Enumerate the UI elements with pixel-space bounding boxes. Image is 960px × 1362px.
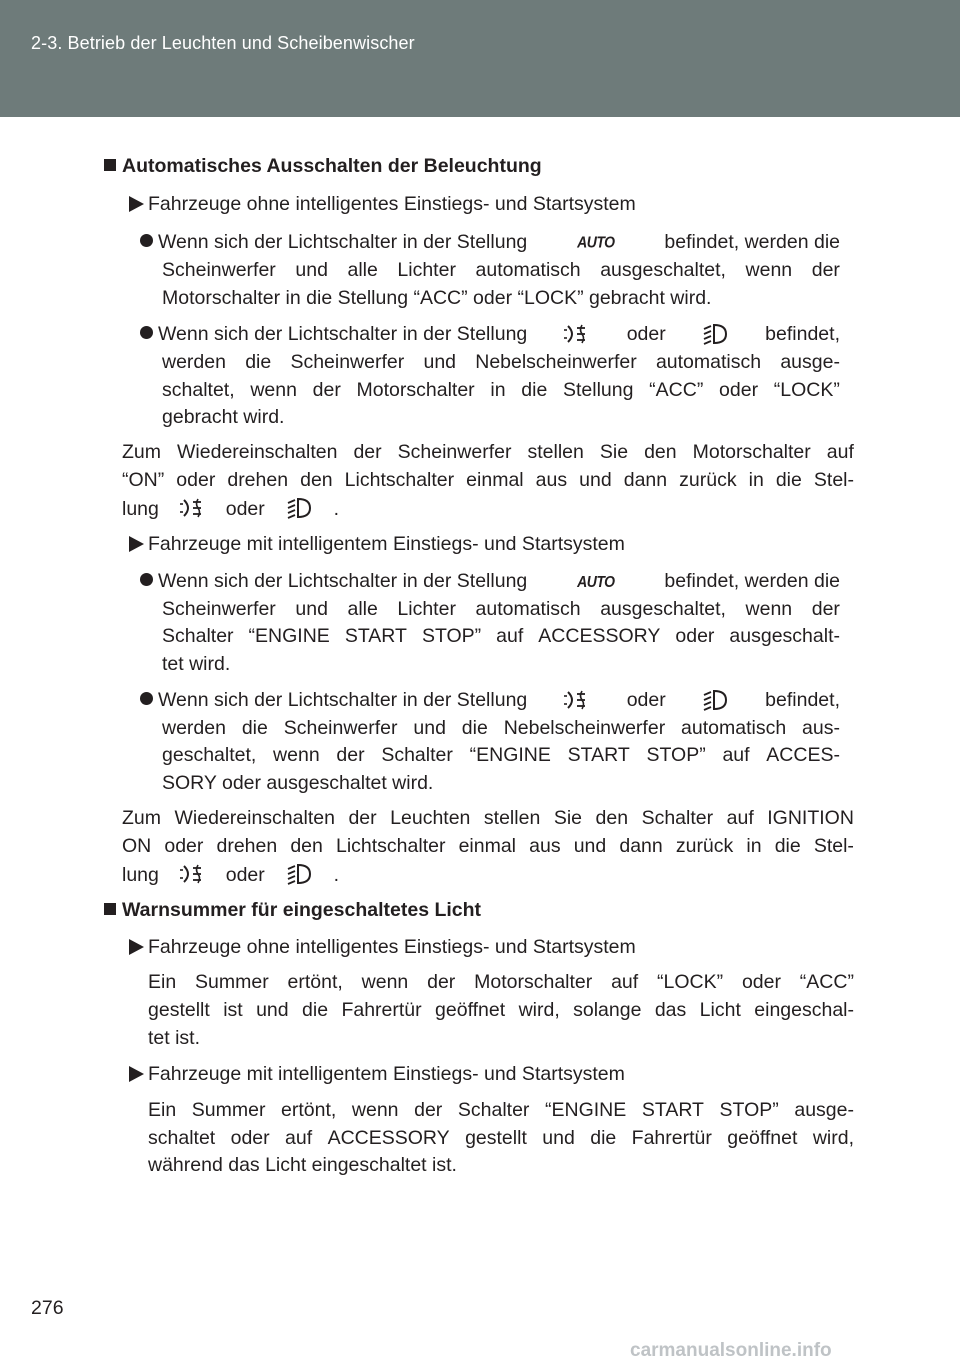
word: die bbox=[302, 999, 329, 1021]
word: STOP” bbox=[421, 625, 482, 647]
text-line bbox=[122, 806, 854, 830]
word: Ein bbox=[148, 971, 177, 993]
word: “LOCK” bbox=[657, 971, 724, 993]
text-segment: befindet, bbox=[765, 689, 840, 711]
justified-text bbox=[148, 970, 854, 994]
text-segment: Wenn sich der Lichtschalter in der Stellung bbox=[158, 570, 528, 592]
justified-text bbox=[162, 597, 840, 621]
word: und bbox=[295, 598, 328, 620]
text-segment: Wenn sich der Lichtschalter in der Stellung bbox=[158, 689, 528, 711]
word: dann bbox=[619, 835, 663, 857]
word: und bbox=[573, 835, 607, 857]
headlight-icon bbox=[702, 688, 728, 712]
triangle-bullet-icon bbox=[129, 196, 144, 212]
word: geöffnet bbox=[435, 999, 506, 1021]
word: alle bbox=[347, 259, 378, 281]
text-line bbox=[162, 716, 840, 740]
square-bullet-icon bbox=[104, 903, 116, 915]
text-line bbox=[148, 970, 854, 994]
justified-text bbox=[148, 998, 854, 1022]
word: auf bbox=[496, 625, 524, 647]
word: Sie bbox=[599, 441, 629, 463]
text-segment: befindet, werden die bbox=[664, 231, 840, 253]
word: aus bbox=[529, 835, 561, 857]
sub-heading bbox=[129, 935, 636, 959]
word: der bbox=[811, 259, 840, 281]
text-line bbox=[162, 350, 840, 374]
fog-light-icon bbox=[564, 688, 590, 712]
headlight-icon bbox=[702, 322, 728, 346]
word: werden bbox=[162, 351, 226, 373]
word: die bbox=[590, 1127, 617, 1149]
word: die bbox=[774, 835, 801, 857]
word: oder bbox=[719, 379, 759, 401]
word: Summer bbox=[195, 971, 269, 993]
word: auf bbox=[285, 1127, 313, 1149]
text-line bbox=[122, 496, 339, 521]
justified-text bbox=[162, 716, 840, 740]
text-segment: . bbox=[333, 864, 340, 886]
word: wenn bbox=[273, 744, 320, 766]
word: alle bbox=[347, 598, 378, 620]
text-segment: oder bbox=[225, 864, 265, 886]
text-line bbox=[122, 862, 339, 887]
word: START bbox=[641, 1099, 704, 1121]
word: Ein bbox=[148, 1099, 177, 1121]
word: die bbox=[241, 717, 268, 739]
word: Nebelscheinwerfer bbox=[503, 717, 666, 739]
word: “ON” bbox=[122, 469, 165, 491]
word: Nebelscheinwerfer bbox=[475, 351, 637, 373]
word: drehen bbox=[227, 469, 289, 491]
word: Schalter bbox=[162, 625, 234, 647]
word: und bbox=[295, 259, 328, 281]
section-title bbox=[104, 154, 542, 178]
word: wenn bbox=[745, 598, 793, 620]
word: und bbox=[542, 1127, 575, 1149]
text-line bbox=[148, 1126, 854, 1150]
sub-heading-text: Fahrzeuge ohne intelligentes Einstiegs- und Startsystem bbox=[148, 193, 636, 215]
text-line bbox=[122, 468, 854, 492]
word: und bbox=[256, 999, 289, 1021]
text-line: SORY oder ausgeschaltet wird. bbox=[162, 772, 434, 794]
word: der bbox=[427, 971, 456, 993]
word: Zum bbox=[122, 441, 161, 463]
word: ausge- bbox=[794, 1099, 854, 1121]
word: der bbox=[348, 807, 377, 829]
word: den bbox=[290, 835, 323, 857]
word: Sie bbox=[553, 807, 582, 829]
dot-bullet-icon bbox=[140, 326, 153, 339]
word: IGNITION bbox=[767, 807, 854, 829]
text-line bbox=[148, 1098, 854, 1122]
word: eingeschal- bbox=[754, 999, 854, 1021]
triangle-bullet-icon bbox=[129, 536, 144, 552]
word: die bbox=[775, 469, 802, 491]
word: “ENGINE bbox=[469, 744, 551, 766]
text-line: tet ist. bbox=[148, 1027, 201, 1049]
page-header bbox=[0, 0, 960, 117]
word: ON bbox=[122, 835, 152, 857]
word: Motorschalter bbox=[692, 441, 811, 463]
word: Wiedereinschalten bbox=[177, 441, 338, 463]
word: die bbox=[245, 351, 272, 373]
dot-bullet-icon bbox=[140, 573, 153, 586]
word: Summer bbox=[191, 1099, 266, 1121]
word: geschaltet, bbox=[162, 744, 257, 766]
word: der bbox=[811, 598, 840, 620]
triangle-bullet-icon bbox=[129, 1066, 144, 1082]
text-segment: Wenn sich der Lichtschalter in der Stellung bbox=[158, 323, 528, 345]
sub-heading bbox=[129, 532, 625, 556]
bullet-line bbox=[140, 688, 840, 712]
word: automatisch bbox=[655, 351, 762, 373]
text-line: tet wird. bbox=[162, 653, 231, 675]
justified-text bbox=[122, 440, 854, 464]
word: ACCESSORY bbox=[538, 625, 661, 647]
bullet-line bbox=[140, 230, 840, 254]
word: oder bbox=[176, 469, 216, 491]
word: auf bbox=[611, 971, 639, 993]
word: ausgeschaltet, bbox=[600, 259, 726, 281]
sub-heading-text: Fahrzeuge mit intelligentem Einstiegs- und Startsystem bbox=[148, 1063, 625, 1085]
word: wenn bbox=[250, 379, 297, 401]
word: Scheinwerfer bbox=[162, 259, 276, 281]
header-title: 2-3. Betrieb der Leuchten und Scheibenwischer bbox=[31, 33, 415, 53]
word: gestellt bbox=[465, 1127, 527, 1149]
justified-text bbox=[122, 834, 854, 858]
word: schaltet bbox=[148, 1127, 216, 1149]
word: und bbox=[423, 351, 457, 373]
bullet-line bbox=[140, 569, 840, 593]
word: Fahrertür bbox=[631, 1127, 712, 1149]
word: “LOCK” bbox=[773, 379, 840, 401]
word: START bbox=[344, 625, 407, 647]
word: dann bbox=[623, 469, 668, 491]
sub-heading bbox=[129, 192, 636, 216]
auto-icon: AUTO bbox=[577, 232, 615, 252]
word: der bbox=[353, 441, 382, 463]
section-title-text: Automatisches Ausschalten der Beleuchtung bbox=[122, 155, 542, 177]
sub-heading-text: Fahrzeuge ohne intelligentes Einstiegs- und Startsystem bbox=[148, 936, 636, 958]
word: ertönt, bbox=[281, 1099, 337, 1121]
word: “ENGINE bbox=[545, 1099, 627, 1121]
word: wenn bbox=[361, 971, 409, 993]
word: einmal bbox=[466, 469, 524, 491]
text-line bbox=[162, 624, 840, 648]
word: der bbox=[336, 744, 365, 766]
justified-text bbox=[148, 1098, 854, 1122]
word: solange bbox=[573, 999, 642, 1021]
word: auf bbox=[722, 744, 750, 766]
word: ACCESSORY bbox=[327, 1127, 450, 1149]
word: wird, bbox=[518, 999, 560, 1021]
word: den bbox=[300, 469, 333, 491]
word: Scheinwerfer bbox=[397, 441, 512, 463]
word: oder bbox=[230, 1127, 270, 1149]
word: geöffnet bbox=[727, 1127, 798, 1149]
text-line bbox=[162, 378, 840, 402]
headlight-icon bbox=[286, 496, 312, 520]
word: “ENGINE bbox=[248, 625, 330, 647]
word: die bbox=[521, 379, 548, 401]
justified-text bbox=[162, 258, 840, 282]
fog-light-icon bbox=[564, 322, 590, 346]
word: ausgeschalt- bbox=[729, 625, 840, 647]
word: aus bbox=[535, 469, 568, 491]
page-number: 276 bbox=[31, 1297, 64, 1319]
word: auf bbox=[826, 441, 854, 463]
section-title bbox=[104, 898, 481, 922]
justified-text bbox=[122, 468, 854, 492]
word: Schalter bbox=[381, 744, 453, 766]
word: einmal bbox=[458, 835, 517, 857]
word: Motorschalter bbox=[356, 379, 475, 401]
sub-heading bbox=[129, 1062, 625, 1086]
word: auf bbox=[726, 807, 754, 829]
word: Stellung bbox=[563, 379, 634, 401]
text-line: gebracht wird. bbox=[162, 406, 285, 428]
word: wird, bbox=[812, 1127, 854, 1149]
word: Schalter bbox=[641, 807, 714, 829]
word: Zum bbox=[122, 807, 161, 829]
word: ACCES- bbox=[766, 744, 840, 766]
word: Lichtschalter bbox=[344, 469, 455, 491]
justified-text bbox=[162, 743, 840, 767]
word: in bbox=[746, 835, 762, 857]
justified-text bbox=[162, 378, 840, 402]
word: automatisch bbox=[475, 259, 581, 281]
word: und bbox=[579, 469, 612, 491]
word: STOP” bbox=[719, 1099, 779, 1121]
triangle-bullet-icon bbox=[129, 939, 144, 955]
justified-text bbox=[148, 1126, 854, 1150]
word: Lichtschalter bbox=[335, 835, 446, 857]
text-line bbox=[148, 998, 854, 1022]
text-segment: befindet, bbox=[765, 323, 840, 345]
text-segment: lung bbox=[122, 864, 159, 886]
square-bullet-icon bbox=[104, 159, 116, 171]
word: stellen bbox=[483, 807, 541, 829]
text-segment: oder bbox=[626, 323, 666, 345]
text-line: Motorschalter in die Stellung “ACC” oder “LOCK” gebracht wird. bbox=[162, 287, 712, 309]
fog-light-icon bbox=[180, 496, 206, 520]
word: der bbox=[414, 1099, 443, 1121]
word: Fahrertür bbox=[341, 999, 422, 1021]
fog-light-icon bbox=[180, 862, 206, 886]
text-line: während das Licht eingeschaltet ist. bbox=[148, 1154, 457, 1176]
word: Leuchten bbox=[390, 807, 471, 829]
text-segment: befindet, werden die bbox=[664, 570, 840, 592]
text-segment: . bbox=[333, 498, 340, 520]
word: Stel- bbox=[813, 469, 854, 491]
word: in bbox=[748, 469, 764, 491]
word: Scheinwerfer bbox=[290, 351, 405, 373]
text-line bbox=[162, 743, 840, 767]
word: die bbox=[461, 717, 488, 739]
word: das bbox=[654, 999, 687, 1021]
word: oder bbox=[164, 835, 204, 857]
section-title-text: Warnsummer für eingeschaltetes Licht bbox=[122, 899, 482, 921]
word: oder bbox=[741, 971, 781, 993]
word: Scheinwerfer bbox=[162, 598, 276, 620]
text-line bbox=[162, 597, 840, 621]
justified-text bbox=[122, 806, 854, 830]
word: wenn bbox=[351, 1099, 399, 1121]
word: werden bbox=[162, 717, 226, 739]
word: Lichter bbox=[397, 598, 456, 620]
word: automatisch bbox=[681, 717, 787, 739]
word: und bbox=[413, 717, 446, 739]
word: “ACC” bbox=[799, 971, 854, 993]
word: ertönt, bbox=[287, 971, 343, 993]
word: STOP” bbox=[646, 744, 706, 766]
word: in bbox=[490, 379, 506, 401]
text-segment: Wenn sich der Lichtschalter in der Stellung bbox=[158, 231, 528, 253]
word: “ACC” bbox=[649, 379, 704, 401]
word: den bbox=[595, 807, 629, 829]
word: Lichter bbox=[397, 259, 456, 281]
auto-icon: AUTO bbox=[577, 571, 615, 591]
text-line bbox=[162, 258, 840, 282]
text-segment: oder bbox=[225, 498, 265, 520]
word: Wiedereinschalten bbox=[174, 807, 335, 829]
word: gestellt bbox=[148, 999, 210, 1021]
sub-heading-text: Fahrzeuge mit intelligentem Einstiegs- und Startsystem bbox=[148, 533, 625, 555]
text-line bbox=[122, 440, 854, 464]
word: Motorschalter bbox=[474, 971, 593, 993]
text-line bbox=[122, 834, 854, 858]
word: zurück bbox=[675, 835, 734, 857]
headlight-icon bbox=[286, 862, 312, 886]
text-segment: lung bbox=[122, 498, 159, 520]
text-segment: oder bbox=[626, 689, 666, 711]
justified-text bbox=[162, 350, 840, 374]
word: START bbox=[567, 744, 630, 766]
word: zurück bbox=[679, 469, 737, 491]
word: drehen bbox=[216, 835, 278, 857]
word: der bbox=[312, 379, 341, 401]
watermark: carmanualsonline.info bbox=[630, 1340, 832, 1361]
word: automatisch bbox=[475, 598, 581, 620]
word: ausge- bbox=[780, 351, 840, 373]
word: den bbox=[644, 441, 677, 463]
word: ist bbox=[223, 999, 243, 1021]
dot-bullet-icon bbox=[140, 234, 153, 247]
word: ausgeschaltet, bbox=[600, 598, 726, 620]
word: Stel- bbox=[813, 835, 854, 857]
word: Licht bbox=[699, 999, 741, 1021]
justified-text bbox=[162, 624, 840, 648]
word: aus- bbox=[802, 717, 840, 739]
word: schaltet, bbox=[162, 379, 235, 401]
bullet-line bbox=[140, 322, 840, 346]
dot-bullet-icon bbox=[140, 692, 153, 705]
word: stellen bbox=[527, 441, 584, 463]
word: oder bbox=[675, 625, 715, 647]
word: Scheinwerfer bbox=[283, 717, 398, 739]
word: Schalter bbox=[457, 1099, 530, 1121]
word: wenn bbox=[745, 259, 793, 281]
